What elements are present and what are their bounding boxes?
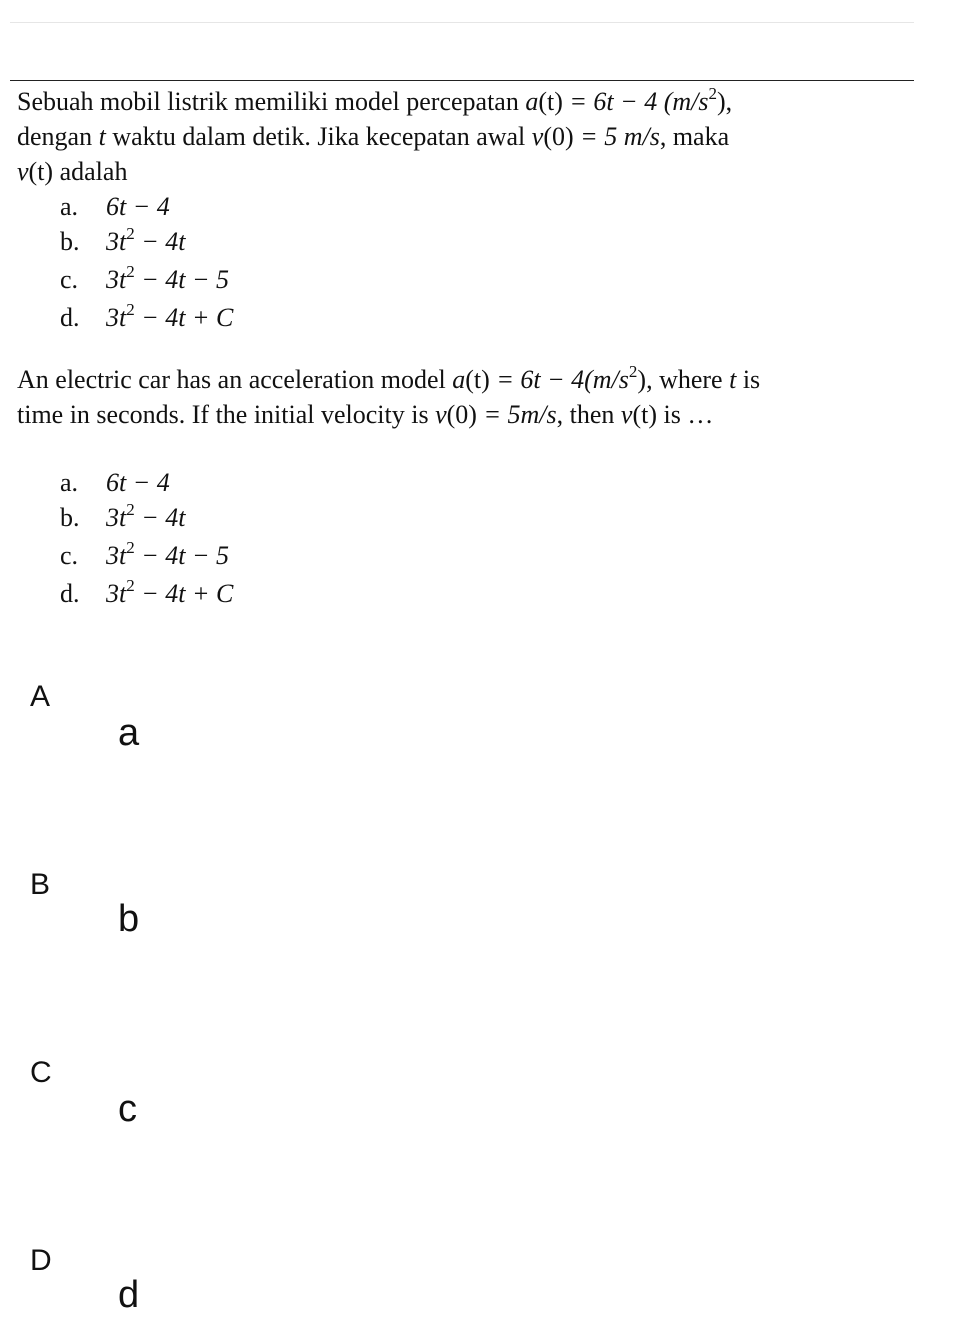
- question-en-line-1: An electric car has an acceleration model $a(t) = 6t - 4(m/s^2)$, where t is: [17, 362, 761, 394]
- answer-label-a[interactable]: A: [30, 680, 51, 713]
- option-c: c. $3t^2 - 4t - 5$: [60, 262, 230, 294]
- option-d: d. $3t^2 - 4t + C$: [60, 576, 234, 608]
- option-d: d. $3t^2 - 4t + C$: [60, 300, 234, 332]
- answer-text-d[interactable]: d: [118, 1274, 140, 1316]
- options-id: [60, 189, 233, 338]
- question-id-line-2: dengan t waktu dalam detik. Jika kecepatan awal v(0) = 5 m/s, maka: [17, 122, 730, 151]
- top-divider: [10, 22, 914, 23]
- answer-label-d[interactable]: D: [30, 1244, 52, 1277]
- answer-text-b[interactable]: b: [118, 898, 140, 940]
- options-en: [60, 465, 233, 614]
- question-en-line-2: time in seconds. If the initial velocity is v(0) = 5m/s, then v(t) is …: [17, 400, 714, 429]
- question-divider: [10, 80, 914, 81]
- answer-label-b[interactable]: B: [30, 868, 51, 901]
- answer-text-a[interactable]: a: [118, 712, 140, 754]
- question-id-line-1: Sebuah mobil listrik memiliki model percepatan a(t) = 6t − 4 $(m/s^2)$,: [17, 84, 733, 116]
- option-b: b. $3t^2 - 4t$: [60, 224, 186, 256]
- option-a: a. 6t − 4: [60, 468, 170, 497]
- option-c: c. $3t^2 - 4t - 5$: [60, 538, 230, 570]
- answer-label-c[interactable]: C: [30, 1056, 52, 1089]
- question-id-line-3: v(t) adalah: [17, 157, 128, 186]
- option-b: b. $3t^2 - 4t$: [60, 500, 186, 532]
- option-a: a. 6t − 4: [60, 192, 170, 221]
- answer-text-c[interactable]: c: [118, 1088, 137, 1130]
